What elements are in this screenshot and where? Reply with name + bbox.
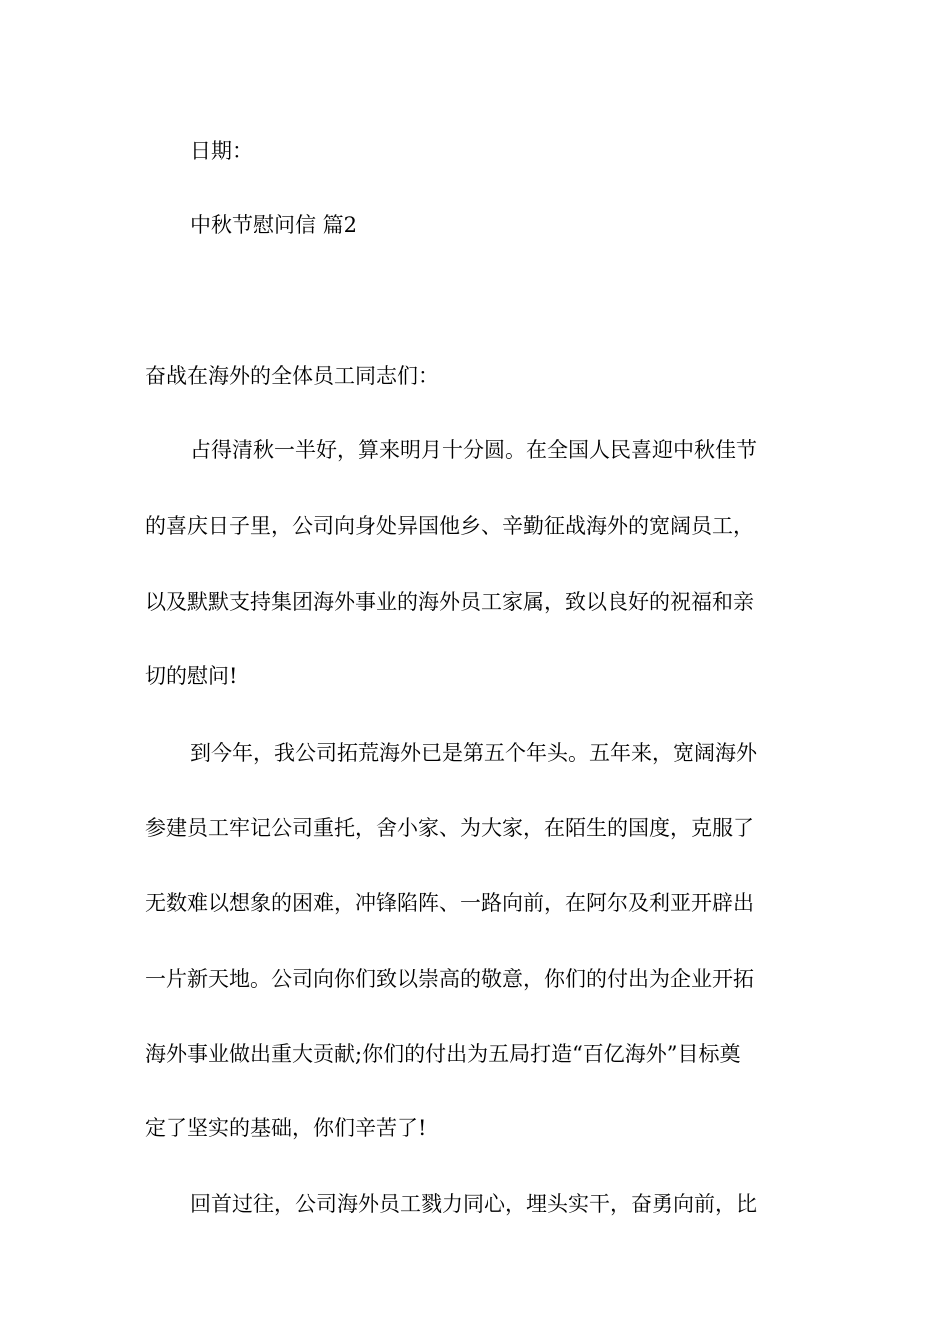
salutation: 奋战在海外的全体员工同志们： — [145, 364, 439, 388]
paragraph-line: 回首过往，公司海外员工戮力同心，埋头实干，奋勇向前，比 — [190, 1192, 757, 1216]
section-title: 中秋节慰问信 篇2 — [190, 213, 358, 237]
paragraph-line: 定了坚实的基础，你们辛苦了! — [145, 1116, 427, 1140]
paragraph-line: 以及默默支持集团海外事业的海外员工家属，致以良好的祝福和亲 — [145, 590, 754, 614]
paragraph-line: 参建员工牢记公司重托，舍小家、为大家，在陌生的国度，克服了 — [145, 816, 754, 840]
paragraph-line: 到今年，我公司拓荒海外已是第五个年头。五年来，宽阔海外 — [190, 741, 757, 765]
paragraph-line: 切的慰问! — [145, 664, 238, 688]
paragraph-line: 占得清秋一半好，算来明月十分圆。在全国人民喜迎中秋佳节 — [190, 438, 757, 462]
date-label: 日期： — [190, 139, 253, 163]
paragraph-line: 的喜庆日子里，公司向身处异国他乡、辛勤征战海外的宽阔员工， — [145, 514, 754, 538]
paragraph-line: 无数难以想象的困难，冲锋陷阵、一路向前，在阿尔及利亚开辟出 — [145, 891, 754, 915]
paragraph-line: 海外事业做出重大贡献;你们的付出为五局打造“百亿海外”目标奠 — [145, 1042, 741, 1066]
paragraph-line: 一片新天地。公司向你们致以崇高的敬意，你们的付出为企业开拓 — [145, 967, 754, 991]
